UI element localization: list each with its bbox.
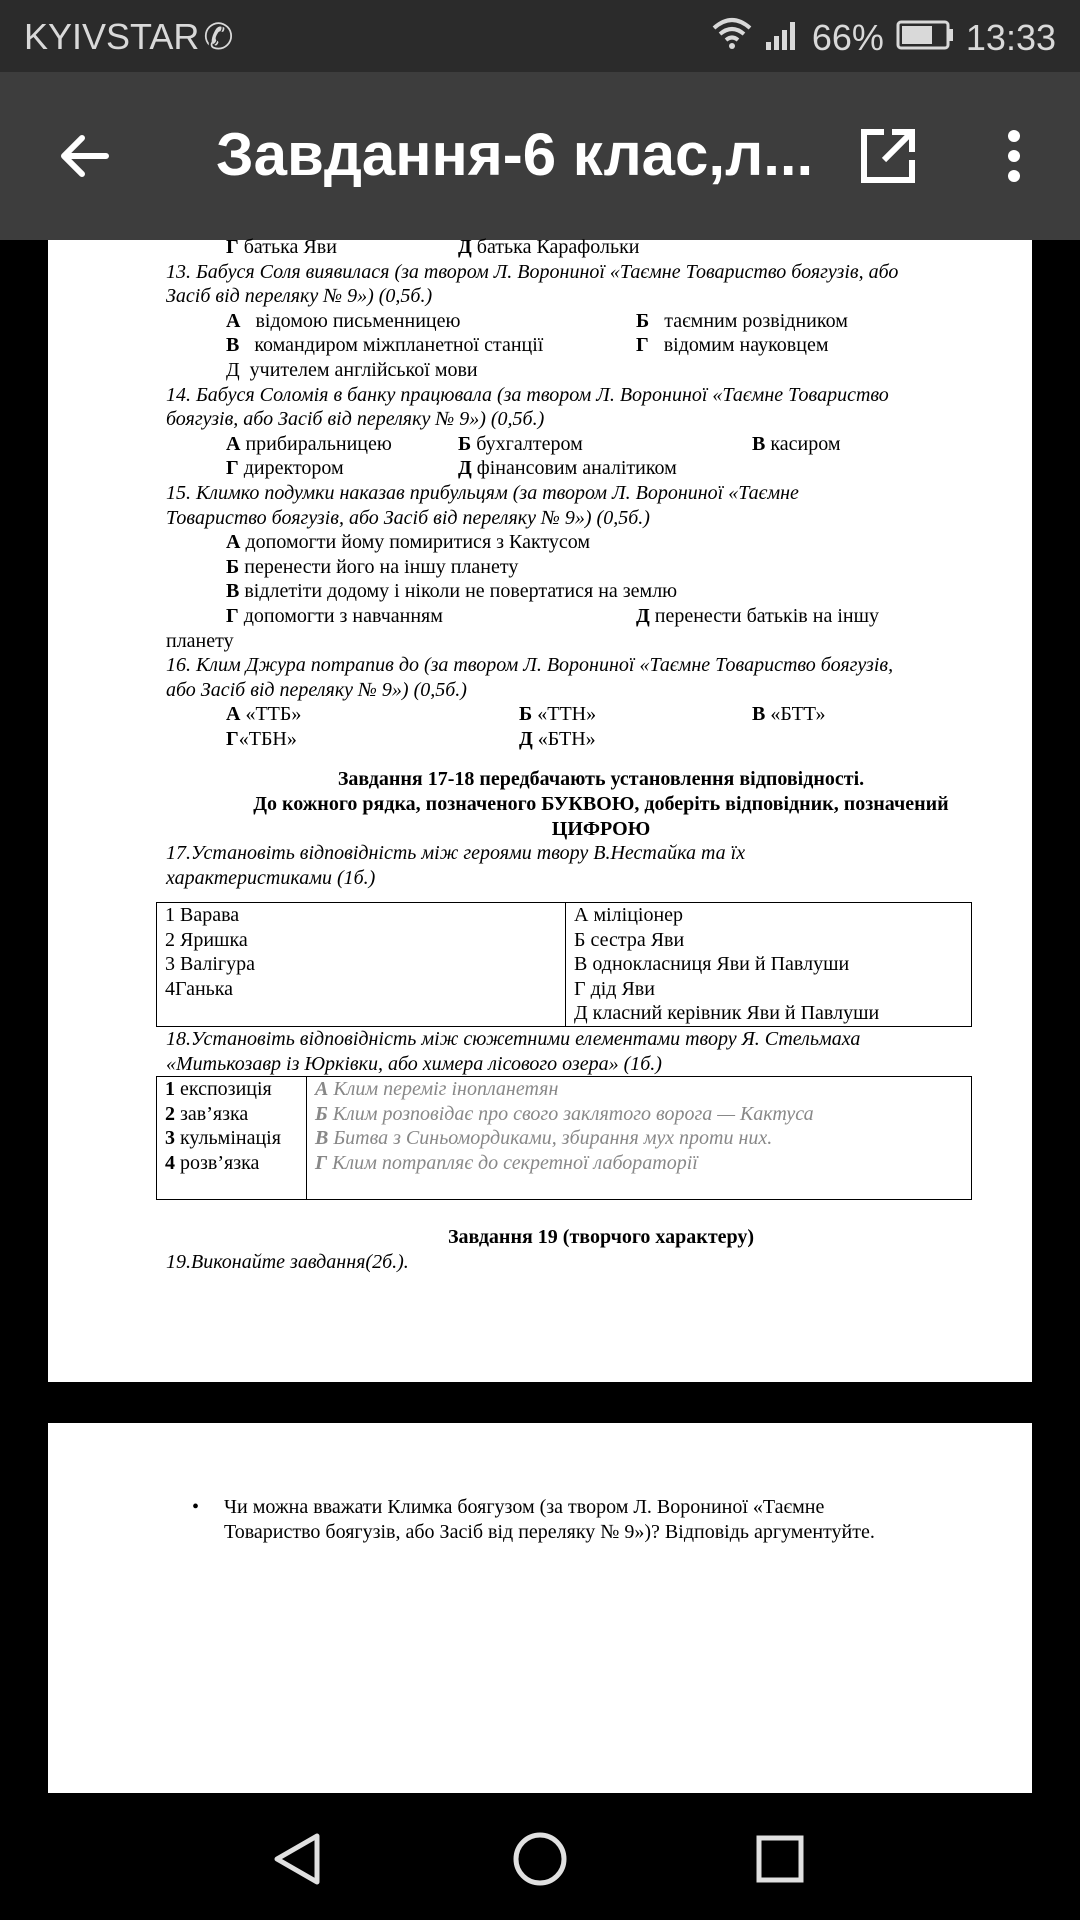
call-icon: ✆ bbox=[203, 16, 234, 57]
document-title: Завдання-6 клас,л... bbox=[216, 121, 814, 188]
answer-row: Г«ТБН» Д «БТН» bbox=[226, 727, 596, 750]
page-1-content: Г батька Яви Д батька Карафольки 13. Бабуся Соля виявилася (за твором Л. Ворониної «Таємне Товариство боягузів, або Засіб від переляку № 9») (0,5б.) А відомою письменницею Б таємним розвідником В командиром міжпланетної станції Г відомим науковцем Д учителем англійської мови 14. Бабуся Соломія в банку працювала (за твором Л. Ворониної «Таємне Товариство боягузів, або Засіб від переляку № 9») (0,5б.) А прибиральницею Б бухгалтером В касиром Г директором Д фінансовим аналітиком 15. Климко подумки наказав прибульцям (за твором Л. Ворониної «Таємне Товариство боягузів, або Засіб від переляку № 9») (0,5б.) А допомогти йому помиритися з Кактусом Б перенести його на іншу планету В відлетіти додому і ніколи не повертатися на землю Г допомогти з навчанням Д перенести батьків на іншу планету 16. Клим Джура потрапив до (за твором Л. Ворониної «Таємне Товариство боягузів, або Засіб від переляку № 9») (0,5б.) А «ТТБ» Б «ТТН» В «БТТ» Г«ТБН» Д «БТН» Завдання 17-18 передбачають установлення відповідності. До кожного рядка, позначеного БУКВОЮ, доберіть відповідник, позначений ЦИФРОЮ 17.Установіть відповідність між героями твору В.Нестайка та їх характеристиками (1б.) bbox=[166, 240, 1036, 890]
wifi-icon bbox=[712, 16, 752, 59]
carrier-name: KYIVSTAR ✆ bbox=[24, 16, 234, 57]
answer-row: Г батька Яви Д батька Карафольки bbox=[226, 236, 640, 258]
answer-row: В командиром міжпланетної станції Г відомим науковцем bbox=[226, 334, 829, 357]
question-13: 13. Бабуся Соля виявилася (за твором Л. Ворониної «Таємне Товариство боягузів, або bbox=[166, 260, 899, 283]
matching-table-18: 1 експозиція 2 зав’язка 3 кульмінація 4 розв’язка А Клим переміг інопланетян Б Клим розповідає про свого заклятого ворога — Кактуса В Битва з Синьомордиками, збирання мух проти них. Г Клим потрапляє до секретної лабораторії bbox=[156, 1076, 972, 1200]
nav-home-button[interactable] bbox=[504, 1823, 576, 1895]
nav-recents-button[interactable] bbox=[744, 1823, 816, 1895]
more-vert-icon bbox=[1004, 128, 1024, 184]
answer-row: Д учителем англійської мови bbox=[226, 358, 478, 381]
nav-back-icon bbox=[271, 1832, 325, 1886]
signal-icon bbox=[764, 17, 800, 59]
question-16: 16. Клим Джура потрапив до (за твором Л. Ворониної «Таємне Товариство боягузів, bbox=[166, 654, 894, 677]
answer-row: Б перенести його на іншу планету bbox=[226, 555, 519, 578]
bullet: • bbox=[192, 1496, 200, 1518]
section-heading: Завдання 17-18 передбачають установлення відповідності. bbox=[337, 768, 865, 791]
answer-row: В відлетіти додому і ніколи не повертатися на землю bbox=[226, 580, 678, 603]
section-heading-19: Завдання 19 (творчого характеру) bbox=[447, 1226, 755, 1248]
question-19: 19.Виконайте завдання(2б.). bbox=[166, 1250, 409, 1273]
nav-recents-icon bbox=[755, 1834, 805, 1884]
battery-percent: 66% bbox=[811, 16, 884, 58]
matching-table-17: 1 Варава 2 Яришка 3 Валігура 4Ганька А міліціонер Б сестра Яви В однокласниця Яви й Павлуши Г дід Яви Д класний керівник Яви й Павлуши bbox=[156, 902, 972, 1027]
answer-row: Г директором Д фінансовим аналітиком bbox=[226, 457, 677, 480]
back-arrow-icon bbox=[56, 128, 112, 184]
open-in-new-icon bbox=[858, 126, 918, 186]
back-button[interactable] bbox=[48, 120, 120, 192]
question-17: 17.Установіть відповідність між героями твору В.Нестайка та їх bbox=[166, 842, 746, 865]
question-18: 18.Установіть відповідність між сюжетними елементами твору Я. Стельмаха bbox=[166, 1028, 861, 1050]
open-external-button[interactable] bbox=[852, 120, 924, 192]
answer-row: А відомою письменницею Б таємним розвідником bbox=[226, 309, 848, 332]
answer-row: Г допомогти з навчанням Д перенести батьків на іншу bbox=[226, 604, 879, 627]
answer-row: А допомогти йому помиритися з Кактусом bbox=[226, 531, 591, 554]
app-bar bbox=[0, 72, 1080, 240]
nav-home-icon bbox=[512, 1831, 568, 1887]
more-options-button[interactable] bbox=[978, 120, 1050, 192]
question-14: 14. Бабуся Соломія в банку працювала (за твором Л. Ворониної «Таємне Товариство bbox=[166, 383, 889, 406]
navigation-bar bbox=[0, 1793, 1080, 1920]
document-page-1[interactable]: Г батька Яви Д батька Карафольки 13. Бабуся Соля виявилася (за твором Л. Ворониної «Таємне Товариство боягузів, або Засіб від переляку № 9») (0,5б.) А відомою письменницею Б таємним розвідником В командиром міжпланетної станції Г відомим науковцем Д учителем англійської мови 14. Бабуся Соломія в банку працювала (за твором Л. Ворониної «Таємне Товариство боягузів, або Засіб від переляку № 9») (0,5б.) А прибиральницею Б бухгалтером В касиром Г директором Д фінансовим аналітиком 15. Климко подумки наказав прибульцям (за твором Л. Ворониної «Таємне Товариство боягузів, або Засіб від переляку № 9») (0,5б.) А допомогти йому помиритися з Кактусом Б перенести його на іншу планету В відлетіти додому і ніколи не повертатися на землю Г допомогти з навчанням Д перенести батьків на іншу планету 16. Клим Джура потрапив до (за твором Л. Ворониної «Таємне Товариство боягузів, або Засіб від переляку № 9») (0,5б.) А «ТТБ» Б «ТТН» В «БТТ» Г«ТБН» Д «БТН» Завдання 17-18 передбачають установлення відповідності. До кожного рядка, позначеного БУКВОЮ, доберіть відповідник, позначений ЦИФРОЮ 17.Установіть відповідність між героями твору В.Нестайка та їх характеристиками (1б.) 1 Варава 2 Яришка 3 Валігура 4Ганька А міліціонер Б сестра Яви В однокласниця Яви й Павлуши Г дід Яви Д класний керівник Яви й Павлуши 18.Установіть відповідність між сюжетними елементами твору Я. Стельмаха «Митькозавр із Юрківки, або химера лісового озера» (1б.) 1 експозиція 2 зав’язка 3 кульмінація 4 розв’язка А Клим переміг інопланетян Б Клим розповідає про свого заклятого ворога — Кактуса В Битва з Синьомордиками, збирання мух проти них. Г Клим потрапляє до секретної лабораторії Завдання 19 (творчого характеру) 19.Виконайте завдання(2б.). bbox=[48, 240, 1032, 1382]
answer-row: А прибиральницею Б бухгалтером В касиром bbox=[226, 432, 841, 455]
status-bar bbox=[0, 0, 1080, 72]
document-page-2[interactable]: • Чи можна вважати Климка боягузом (за твором Л. Ворониної «Таємне Товариство боягузів, або Засіб від переляку № 9»)? Відповідь аргументуйте. bbox=[48, 1423, 1032, 1793]
answer-row: А «ТТБ» Б «ТТН» В «БТТ» bbox=[226, 703, 826, 726]
clock: 13:33 bbox=[965, 16, 1056, 58]
nav-back-button[interactable] bbox=[262, 1823, 334, 1895]
question-15: 15. Климко подумки наказав прибульцям (за твором Л. Ворониної «Таємне bbox=[166, 481, 799, 504]
battery-icon bbox=[896, 17, 954, 59]
